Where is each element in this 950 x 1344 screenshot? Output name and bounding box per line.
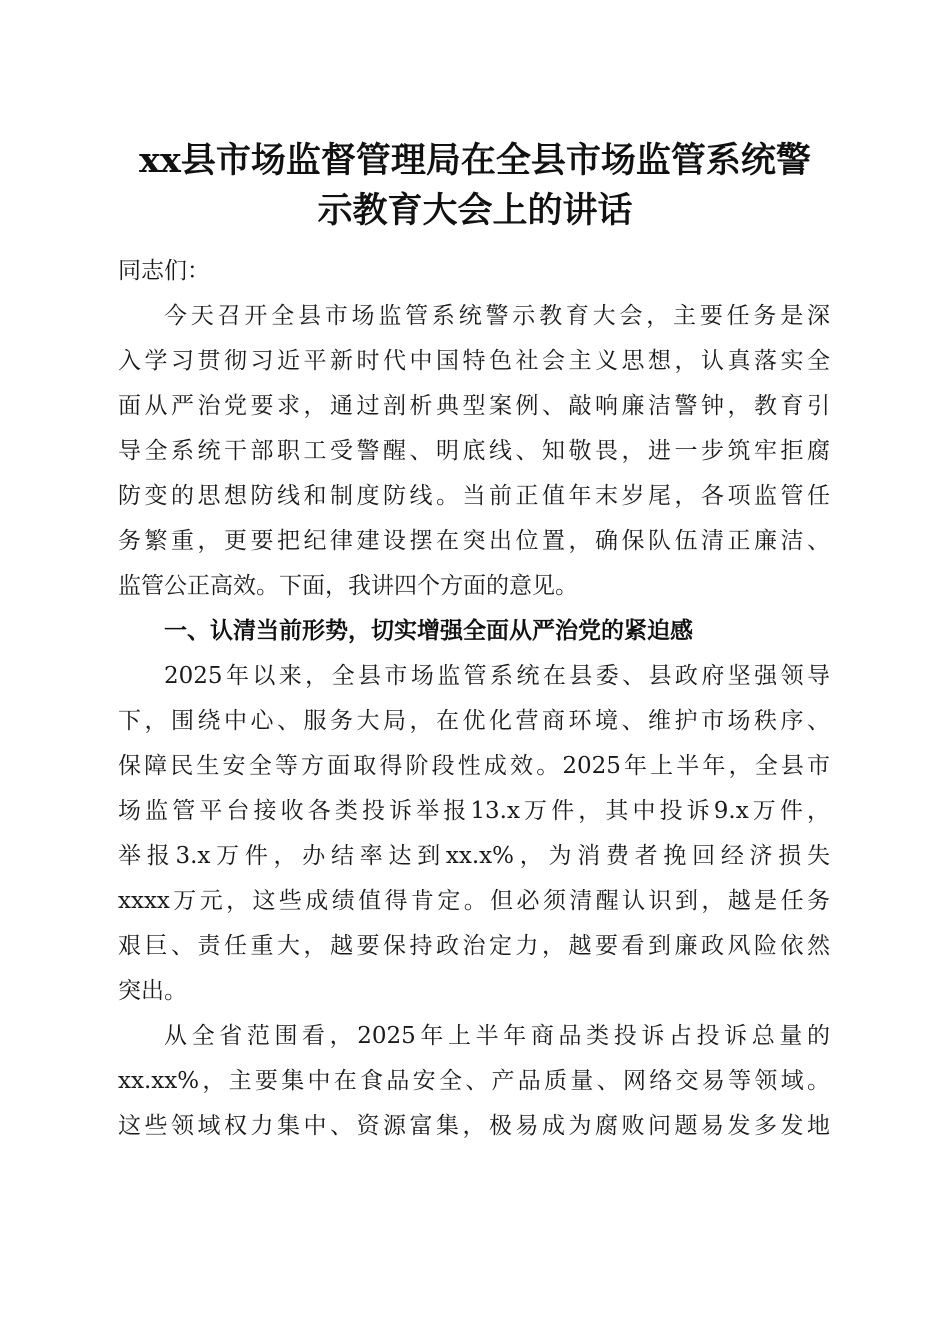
title-line-1: xx县市场监督管理局在全县市场监管系统警 bbox=[139, 140, 811, 181]
paragraph-opening bbox=[118, 294, 830, 609]
paragraph-line: 从全省范围看，2025年上半年商品类投诉占投诉总量的 bbox=[164, 1023, 830, 1049]
paragraph-line: 2025年以来，全县市场监管系统在县委、县政府坚强领导 bbox=[164, 663, 830, 689]
title-line-2: 示教育大会上的讲话 bbox=[317, 190, 633, 231]
paragraph-line: 场监管平台接收各类投诉举报13.x万件，其中投诉9.x万件， bbox=[118, 798, 830, 824]
paragraph-line: 这些领域权力集中、资源富集，极易成为腐败问题易发多发地 bbox=[118, 1113, 830, 1139]
paragraph-line: 保障民生安全等方面取得阶段性成效。2025年上半年，全县市 bbox=[118, 753, 830, 779]
paragraph-line: 监管公正高效。下面，我讲四个方面的意见。 bbox=[118, 573, 578, 599]
paragraph-line: 举报3.x万件，办结率达到xx.x%，为消费者挽回经济损失 bbox=[118, 843, 830, 869]
paragraph-line: 防变的思想防线和制度防线。当前正值年末岁尾，各项监管任 bbox=[118, 483, 830, 509]
paragraph-line: xxxx万元，这些成绩值得肯定。但必须清醒认识到，越是任务 bbox=[118, 888, 830, 914]
salutation: 同志们： bbox=[118, 258, 210, 284]
paragraph-line: 突出。 bbox=[118, 978, 187, 1004]
paragraph-line: 导全系统干部职工受警醒、明底线、知敬畏，进一步筑牢拒腐 bbox=[118, 438, 830, 464]
paragraph-line: 务繁重，更要把纪律建设摆在突出位置，确保队伍清正廉洁、 bbox=[118, 528, 830, 554]
paragraph-line: xx.xx%，主要集中在食品安全、产品质量、网络交易等领域。 bbox=[118, 1068, 830, 1094]
paragraph-situation bbox=[118, 654, 830, 1014]
paragraph-line: 今天召开全县市场监管系统警示教育大会，主要任务是深 bbox=[164, 303, 830, 329]
paragraph-line: 入学习贯彻习近平新时代中国特色社会主义思想，认真落实全 bbox=[118, 348, 830, 374]
paragraph-line: 面从严治党要求，通过剖析典型案例、敲响廉洁警钟，教育引 bbox=[118, 393, 830, 419]
paragraph-line: 下，围绕中心、服务大局，在优化营商环境、维护市场秩序、 bbox=[118, 708, 830, 734]
paragraph-province bbox=[118, 1014, 830, 1149]
document-title bbox=[100, 136, 850, 236]
paragraph-line: 艰巨、责任重大，越要保持政治定力，越要看到廉政风险依然 bbox=[118, 933, 830, 959]
document-body bbox=[118, 249, 830, 1149]
section-heading-1: 一、认清当前形势，切实增强全面从严治党的紧迫感 bbox=[164, 618, 693, 644]
